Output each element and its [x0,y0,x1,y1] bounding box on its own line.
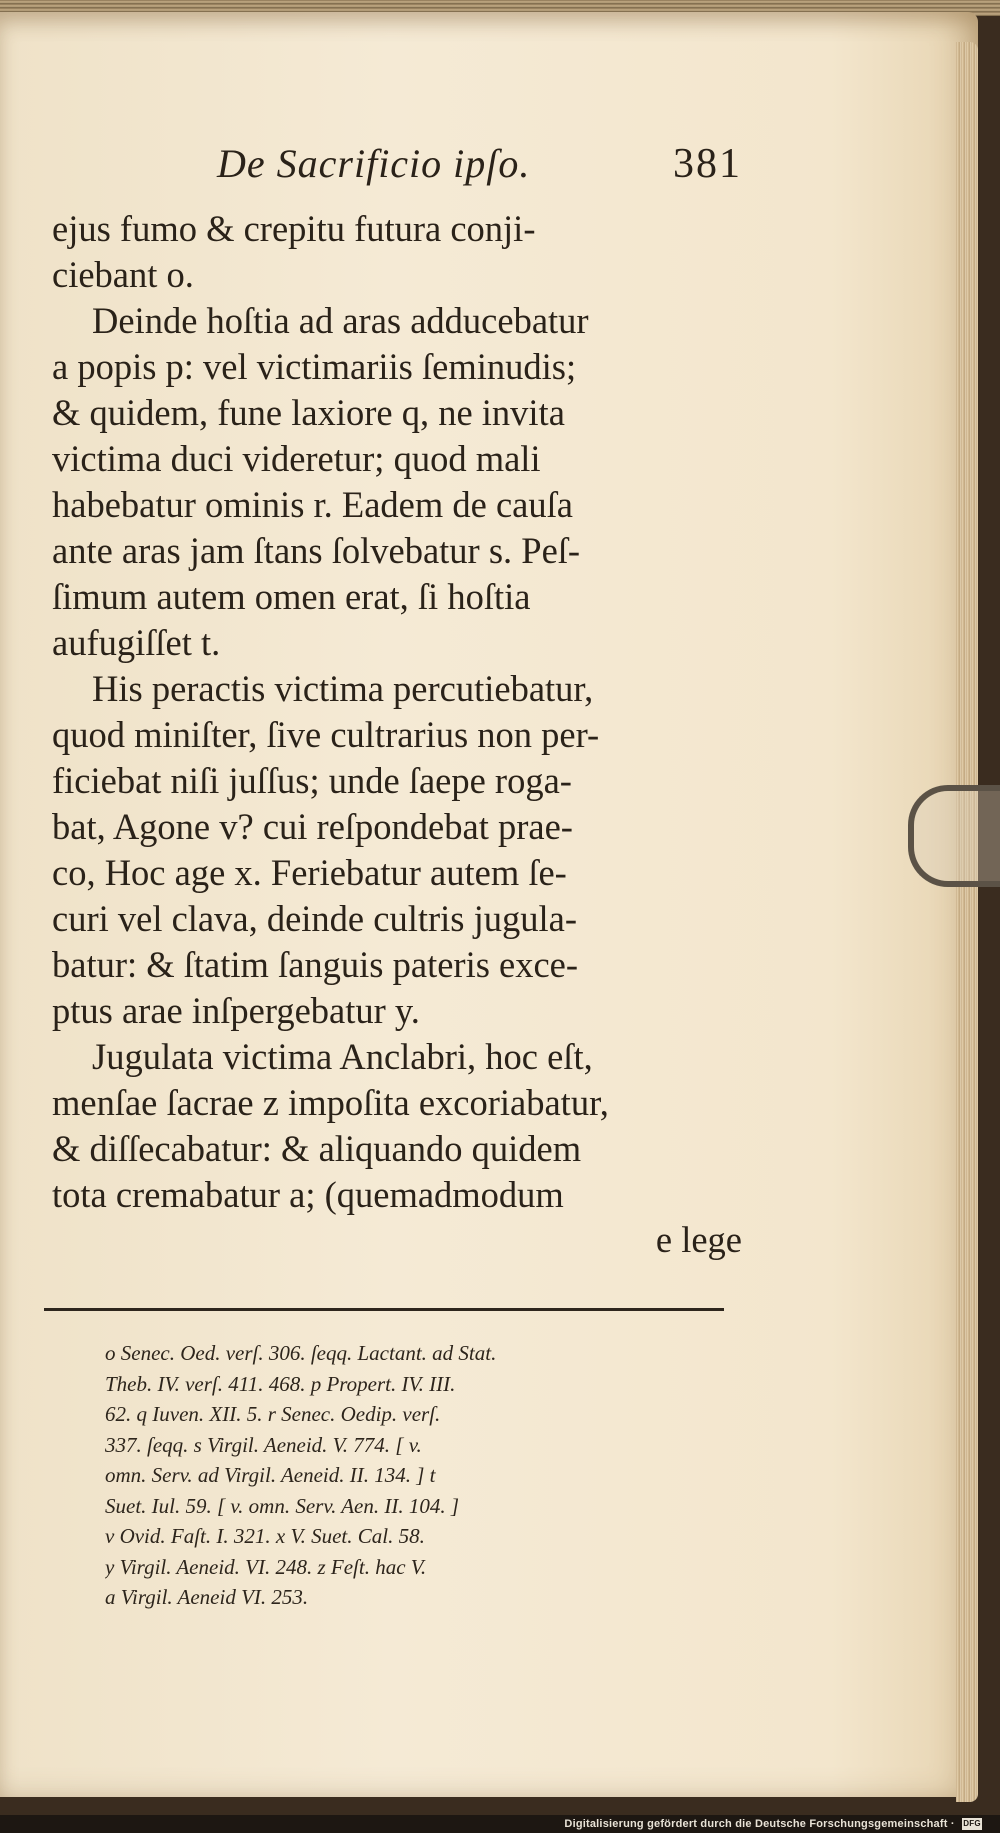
body-line: ante aras jam ſtans ſolvebatur s. Peſ- [52,530,581,571]
footnote-line: v Ovid. Faſt. I. 321. x V. Suet. Cal. 58. [105,1524,425,1548]
body-line: & diſſecabatur: & aliquando quidem [52,1128,582,1169]
dfg-logo-icon: DFG [963,1819,981,1829]
body-line: ſimum autem omen erat, ſi hoſtia [52,576,531,617]
running-head-title: De Sacrificio ipſo. [217,141,531,186]
catchword: e lege [655,1219,742,1260]
body-text [52,206,742,1262]
body-line: Jugulata victima Anclabri, hoc eſt, [92,1036,593,1077]
body-line: tota cremabatur a; (quemadmodum [52,1174,564,1215]
page-content [52,140,742,1262]
footnotes [105,1338,730,1613]
footer-credit [564,1815,982,1833]
footer-bar [0,1815,1000,1833]
body-line: menſae ſacrae z impoſita excoriabatur, [52,1082,609,1123]
body-line: co, Hoc age x. Feriebatur autem ſe- [52,852,567,893]
footnote-line: y Virgil. Aeneid. VI. 248. z Feſt. hac V. [105,1554,427,1579]
body-line: batur: & ſtatim ſanguis pateris exce- [52,944,579,985]
running-head [52,140,742,200]
page-clip [908,785,1000,887]
footnote-line: omn. Serv. ad Virgil. Aeneid. II. 134. ] t [105,1463,436,1487]
body-line: ficiebat niſi juſſus; unde ſaepe roga- [52,760,572,801]
footnote-line: Theb. IV. verſ. 411. 468. p Propert. IV. III. [105,1371,456,1396]
page-number: 381 [673,141,742,187]
body-line: victima duci videretur; quod mali [52,438,541,479]
body-line: His peractis victima percutiebatur, [92,668,594,709]
footnote-line: a Virgil. Aeneid VI. 253. [105,1585,309,1609]
body-line: a popis p: vel victimariis ſeminudis; [52,346,577,387]
body-line: ejus fumo & crepitu futura conji- [52,208,536,249]
body-line: ptus arae inſpergebatur y. [52,990,420,1031]
body-line: Deinde hoſtia ad aras adducebatur [92,300,589,341]
body-line: habebatur ominis r. Eadem de cauſa [52,484,573,525]
page-edges [956,42,978,1802]
footnote-line: 337. ſeqq. s Virgil. Aeneid. V. 774. [ v. [105,1432,422,1457]
body-line: aufugiſſet t. [52,622,221,663]
body-line: quod miniſter, ſive cultrarius non per- [52,714,600,755]
body-line: bat, Agone v? cui reſpondebat prae- [52,806,573,847]
footnote-line: 62. q Iuven. XII. 5. r Senec. Oedip. verſ. [105,1402,441,1426]
footnote-rule [44,1308,724,1311]
footer-credit-text: Digitalisierung gefördert durch die Deutsche Forschungsgemeinschaft · [564,1818,955,1830]
footnote-line: Suet. Iul. 59. [ v. omn. Serv. Aen. II. 104. ] [105,1493,460,1518]
body-line: & quidem, fune laxiore q, ne invita [52,392,565,433]
body-line: curi vel clava, deinde cultris jugula- [52,898,577,939]
body-line: ciebant o. [52,254,194,295]
footnote-line: o Senec. Oed. verſ. 306. ſeqq. Lactant. ad Stat. [105,1341,497,1365]
